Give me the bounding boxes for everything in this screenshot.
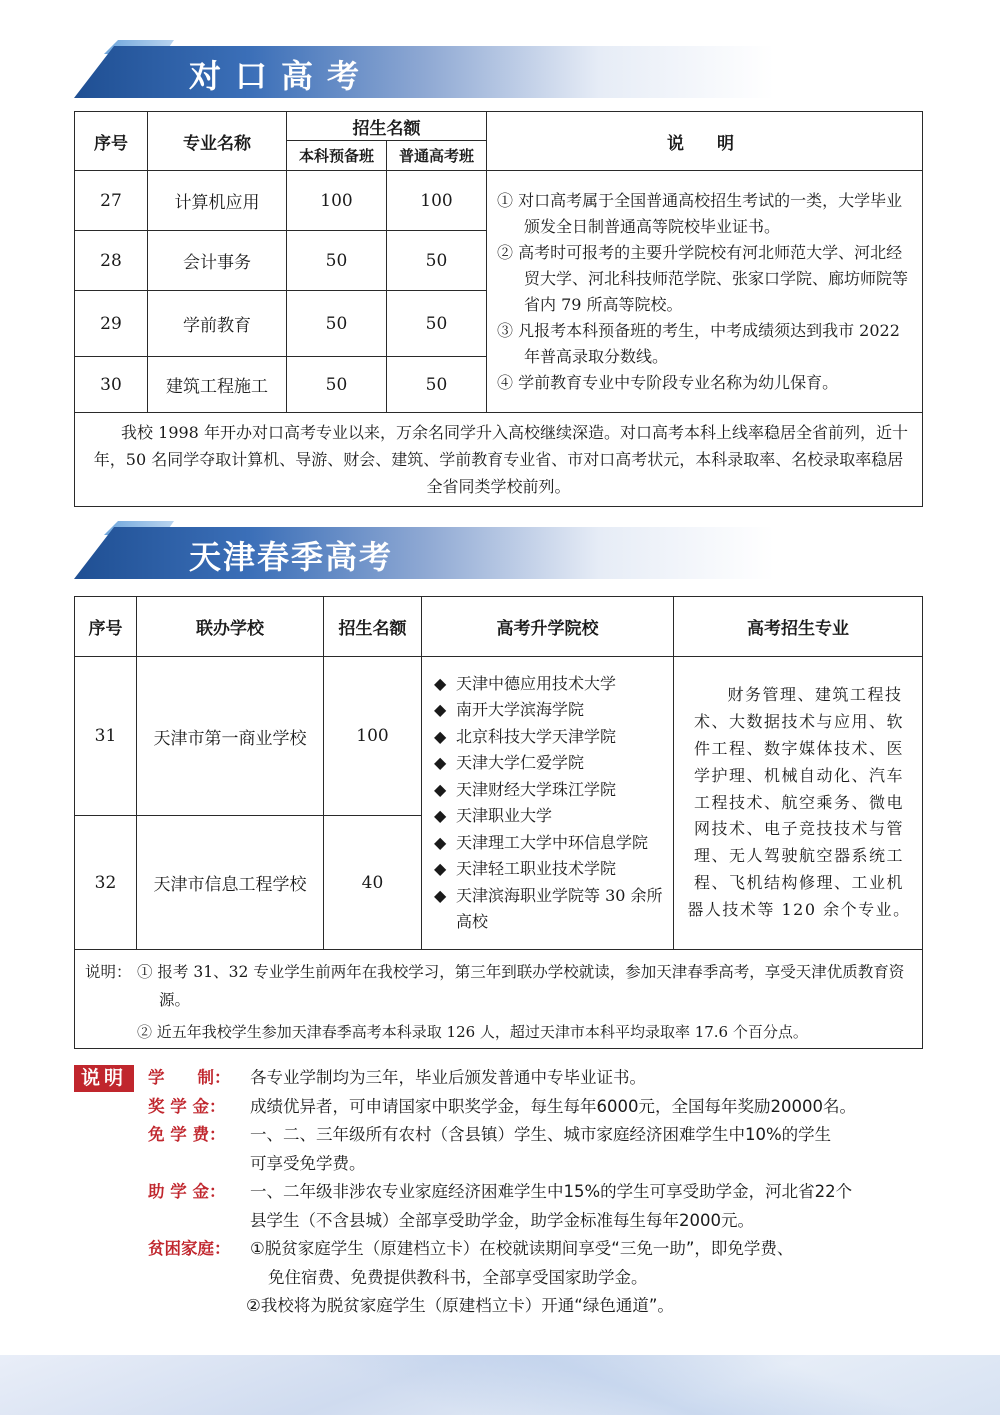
row-major: 学前教育 [148, 291, 287, 357]
note-item: ② 近五年我校学生参加天津春季高考本科录取 126 人，超过天津市本科平均录取率 17.6 个百分点。 [137, 1023, 808, 1041]
diamond-bullet-icon: ◆ [434, 700, 447, 719]
info-badge: 说明 [74, 1065, 134, 1092]
row-school: 天津市第一商业学校 [137, 657, 324, 816]
header-majors: 高考招生专业 [674, 597, 923, 657]
row-quota: 100 [324, 657, 422, 816]
info-item [74, 1064, 934, 1093]
tianjin-table [74, 596, 923, 1049]
header-major: 专业名称 [148, 112, 287, 171]
section-title: 天津春季高考 [189, 538, 394, 576]
info-section [74, 1064, 934, 1321]
list-item: ◆ 天津理工大学中环信息学院 [426, 830, 669, 857]
info-item [74, 1121, 934, 1178]
header-colleges: 高考升学院校 [422, 597, 674, 657]
header-quota-a: 本科预备班 [287, 141, 387, 171]
row-seq: 31 [75, 657, 137, 816]
info-text: 成绩优异者，可申请国家中职奖学金，每生每年6000元，全国每年奖励20000名。 [250, 1096, 856, 1116]
info-text: ①脱贫家庭学生（原建档立卡）在校就读期间享受“三免一助”，即免学费、 [250, 1239, 794, 1258]
info-text: 可享受免学费。 [250, 1153, 366, 1173]
duikou-paragraph: 我校 1998 年开办对口高考专业以来，万余名同学升入高校继续深造。对口高考本科上线率稳居全省前列，近十年，50 名同学夺取计算机、导游、财会、建筑、学前教育专业省、市对口高考状元，本科录取率、名校录取率稳居全省同类学校前列。 [75, 413, 923, 507]
row-quota-b: 50 [387, 291, 487, 357]
diamond-bullet-icon: ◆ [434, 753, 447, 772]
header-quota-b: 普通高考班 [387, 141, 487, 171]
banner-bar [74, 46, 774, 98]
info-text: 一、二、三年级所有农村（含县镇）学生、城市家庭经济困难学生中10%的学生 [250, 1125, 832, 1144]
row-seq: 27 [75, 171, 148, 231]
info-label: 奖 学 金： [148, 1096, 226, 1116]
footer-shape [0, 1355, 1000, 1415]
colleges-cell [422, 657, 674, 950]
row-quota-a: 100 [287, 171, 387, 231]
header-school: 联办学校 [137, 597, 324, 657]
header-quota: 招生名额 [324, 597, 422, 657]
list-item: ◆ 天津轻工职业技术学院 [426, 856, 669, 883]
note-item: ① 报考 31、32 专业学生前两年在我校学习，第三年到联办学校就读，参加天津春季高考，享受天津优质教育资源。 [137, 963, 905, 1009]
diamond-bullet-icon: ◆ [434, 673, 447, 693]
row-major: 建筑工程施工 [148, 357, 287, 413]
note-label: 说明： [85, 963, 132, 981]
tianjin-notes [75, 950, 923, 1049]
row-seq: 30 [75, 357, 148, 413]
note-item: ② 高考时可报考的主要升学院校有河北师范大学、河北经贸大学、河北科技师范学院、张家口学院、廊坊师院等省内 79 所高等院校。 [497, 242, 909, 314]
note-item: ③ 凡报考本科预备班的考生，中考成绩须达到我市 2022 年普高录取分数线。 [497, 320, 900, 366]
header-seq: 序号 [75, 112, 148, 171]
row-seq: 28 [75, 231, 148, 291]
row-quota-a: 50 [287, 291, 387, 357]
row-quota-b: 100 [387, 171, 487, 231]
row-quota-a: 50 [287, 231, 387, 291]
diamond-bullet-icon: ◆ [434, 779, 447, 799]
info-item [74, 1178, 934, 1235]
row-quota-b: 50 [387, 231, 487, 291]
diamond-bullet-icon: ◆ [434, 832, 447, 852]
duikou-table [74, 111, 923, 507]
row-quota-b: 50 [387, 357, 487, 413]
info-label: 免 学 费： [148, 1125, 226, 1144]
diamond-bullet-icon: ◆ [434, 859, 447, 878]
diamond-bullet-icon: ◆ [434, 806, 447, 825]
section-banner-duikou [74, 46, 774, 98]
header-seq: 序号 [75, 597, 137, 657]
info-text: 一、二年级非涉农专业家庭经济困难学生中15%的学生可享受助学金，河北省22个 [250, 1182, 853, 1201]
info-text: ②我校将为脱贫家庭学生（原建档立卡）开通“绿色通道”。 [246, 1296, 674, 1315]
info-text: 县学生（不含县城）全部享受助学金，助学金标准每生每年2000元。 [250, 1210, 754, 1230]
section-banner-tianjin [74, 527, 774, 579]
header-quota: 招生名额 [287, 112, 487, 141]
diamond-bullet-icon: ◆ [434, 726, 447, 746]
info-text: 各专业学制均为三年，毕业后颁发普通中专毕业证书。 [250, 1068, 646, 1087]
list-item: ◆ 天津滨海职业学院等 30 余所高校 [426, 883, 669, 936]
banner-bar [74, 527, 774, 579]
row-quota-a: 50 [287, 357, 387, 413]
table-row [75, 171, 923, 231]
row-major: 会计事务 [148, 231, 287, 291]
note-item: ④ 学前教育专业中专阶段专业名称为幼儿保育。 [497, 372, 839, 392]
info-label: 助 学 金： [148, 1182, 226, 1201]
info-item [74, 1235, 934, 1321]
majors-cell: 财务管理、建筑工程技术、大数据技术与应用、软件工程、数字媒体技术、医学护理、机械自动化、汽车工程技术、航空乘务、微电网技术、电子竞技技术与管理、无人驾驶航空器系统工程、飞机结构修理、工业机器人技术等 120 余个专业。 [674, 657, 923, 950]
info-label: 学 制： [148, 1068, 231, 1087]
row-school: 天津市信息工程学校 [137, 816, 324, 950]
list-item: ◆ 北京科技大学天津学院 [426, 724, 669, 751]
row-seq: 32 [75, 816, 137, 950]
header-note: 说 明 [487, 112, 923, 171]
row-quota: 40 [324, 816, 422, 950]
college-list [426, 671, 669, 936]
row-seq: 29 [75, 291, 148, 357]
list-item: ◆ 天津职业大学 [426, 803, 669, 830]
list-item: ◆ 天津财经大学珠江学院 [426, 777, 669, 804]
list-item: ◆ 天津大学仁爱学院 [426, 750, 669, 777]
duikou-notes [487, 171, 923, 413]
note-item: ① 对口高考属于全国普通高校招生考试的一类，大学毕业颁发全日制普通高等院校毕业证书。 [497, 190, 903, 236]
table-row [75, 657, 923, 816]
row-major: 计算机应用 [148, 171, 287, 231]
info-text: 免住宿费、免费提供教科书，全部享受国家助学金。 [268, 1267, 648, 1287]
section-title: 对口高考 [189, 57, 374, 95]
diamond-bullet-icon: ◆ [434, 885, 447, 905]
list-item: ◆ 天津中德应用技术大学 [426, 671, 669, 698]
info-item [74, 1093, 934, 1122]
list-item: ◆ 南开大学滨海学院 [426, 697, 669, 724]
decorative-footer [0, 1355, 1000, 1415]
info-label: 贫困家庭： [148, 1239, 231, 1258]
